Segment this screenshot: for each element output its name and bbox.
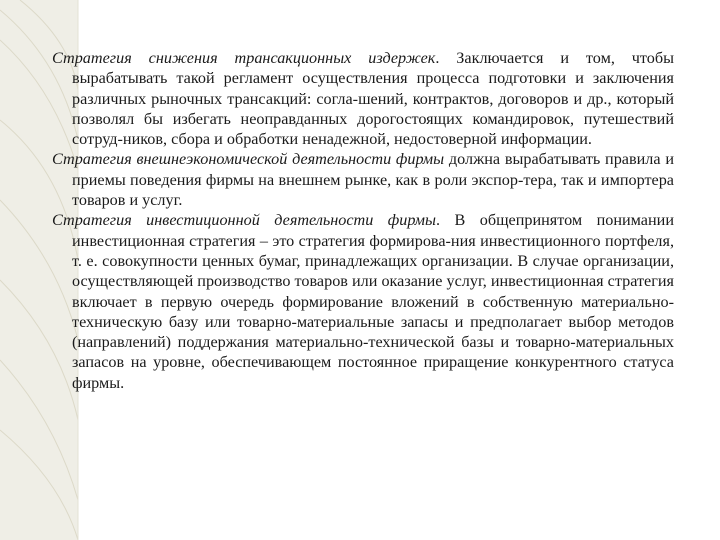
paragraph-lead: Стратегия снижения трансакционных издержек xyxy=(52,49,436,67)
paragraph-lead: Стратегия инвестиционной деятельности фирмы xyxy=(52,211,436,230)
paragraph-transaction-costs xyxy=(52,48,674,149)
paragraph-text: . В общепринятом понимании инвестиционная стратегия – это стратегия формирова-ния инвестиционного портфеля, т. е. совокупности ценных бумаг, принадлежащих организации. В случае организации, осуществляющей производство товаров или оказание услуг, инвестиционная стратегия включает в первую очередь формирование вложений в собственную материально-техническую базу или товарно-материальные запасы и предполагает выбор методов (направлений) поддержания материально-технической базы и товарно-материальных запасов на уровне, обеспечивающем постоянное приращение конкурентного статуса фирмы. xyxy=(72,211,674,392)
paragraph-foreign-trade xyxy=(52,149,674,210)
paragraph-lead: Стратегия внешнеэкономической деятельности фирмы xyxy=(52,150,445,169)
text-body xyxy=(52,48,674,393)
paragraph-text: должна вырабатывать правила и приемы поведения фирмы на внешнем рынке, как в роли экспор-тера, так и импортера товаров и услуг. xyxy=(72,150,674,210)
paragraph-investment xyxy=(52,210,674,393)
paragraph-text: . Заключается и том, чтобы вырабатывать такой регламент осуществления процесса подготовки и заключения различных рыночных трансакций: согла-шений, контрактов, договоров и др., который позволял бы избегать неоправданных дорогостоящих командировок, путешествий сотруд-ников, сбора и обработки ненадежной, недостоверной информации. xyxy=(72,49,674,149)
